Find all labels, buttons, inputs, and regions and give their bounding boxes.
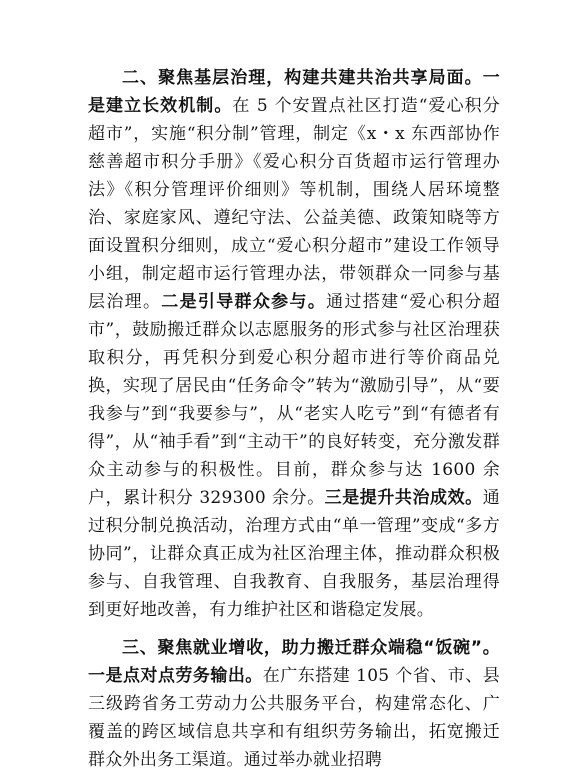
text-effectiveness: 通过积分制兑换活动，治理方式由“单一管理”变成“多方协同”，让群众真正成为社区治理主体，推动群众积极参与、自我管理、自我教育、自我服务，基层治理得到更好地改善，有力维护社区和谐稳定发展。 [88, 488, 500, 620]
subheading-participation: 二是引导群众参与。 [161, 292, 327, 312]
heading-governance: 二、聚焦基层治理，构建共建共治共享局面。 [122, 68, 483, 88]
subheading-mechanism: 一是建立长效机制。 [88, 68, 500, 116]
text-mechanism: 在 5 个安置点社区打造“爱心积分超市”，实施“积分制”管理，制定《x・x 东西部协作慈善超市积分手册》《爱心积分百货超市运行管理办法》《积分管理评价细则》等机制，围绕人居环境整治、家庭家风、遵纪守法、公益美德、政策知晓等方面设置积分细则，成立“爱心积分超市”建设工作领导小组，制定超市运行管理办法，带领群众一同参与基层治理。 [88, 96, 500, 312]
paragraph-employment [88, 634, 500, 774]
paragraph-governance [88, 64, 500, 624]
text-labor-export: 在广东搭建 105 个省、市、县三级跨省务工劳动力公共服务平台，构建常态化、广覆盖的跨区域信息共享和有组织劳务输出，拓宽搬迁群众外出务工渠道。通过举办就业招聘 [88, 666, 500, 770]
subheading-labor-export: 一是点对点劳务输出。 [88, 666, 263, 686]
body-text [88, 64, 500, 780]
text-participation: 通过搭建“爱心积分超市”，鼓励搬迁群众以志愿服务的形式参与社区治理获取积分，再凭积分到爱心积分超市进行等价商品兑换，实现了居民由“任务命令”转为“激励引导”，从“要我参与”到“我要参与”，从“老实人吃亏”到“有德者有得”，从“袖手看”到“主动干”的良好转变，充分激发群众主动参与的积极性。目前，群众参与达 1600 余户，累计积分 329300 余分。 [88, 292, 500, 508]
subheading-effectiveness: 三是提升共治成效。 [324, 488, 483, 508]
heading-employment: 三、聚焦就业增收，助力搬迁群众端稳“饭碗”。 [122, 638, 500, 658]
